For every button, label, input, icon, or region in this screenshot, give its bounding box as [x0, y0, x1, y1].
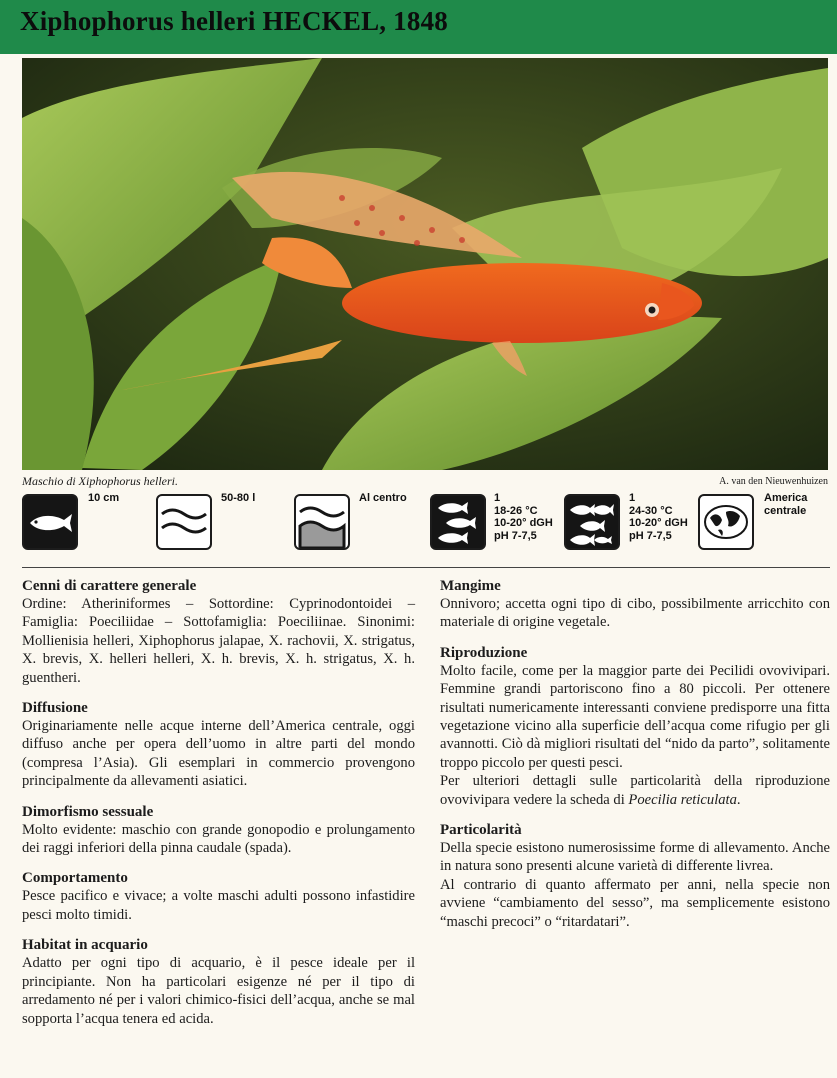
swim-zone-icon: [294, 494, 350, 550]
size-label: 10 cm: [88, 492, 120, 504]
volume-label: 50-80 l: [221, 492, 256, 504]
water-values-icon: [430, 494, 486, 550]
aquarium-volume-icon: [156, 494, 212, 550]
page-title: Xiphophorus helleri HECKEL, 1848: [20, 6, 448, 36]
section-peculiarities: [440, 821, 830, 931]
male-temp: 18-26 °C: [494, 504, 538, 517]
section-distribution: [22, 699, 415, 791]
species-reference: Poecilia reticulata: [628, 791, 737, 808]
photo-credit: A. van den Nieuwenhuizen: [719, 476, 828, 487]
text-habitat: Adatto per ogni tipo di acquario, è il pesce ideale per il principiante. Non ha particolari esigenze né per il tipo di arredamento né per i valori chimico-fisici dell’acqua, anche se mal sopporta l’acqua tenera ed acida.: [22, 955, 415, 1027]
text-behaviour: Pesce pacifico e vivace; a volte maschi adulti possono infastidire pesci molto timidi.: [22, 888, 415, 923]
breed-count: 1: [629, 492, 636, 504]
fish-size-icon: [22, 494, 78, 550]
breed-temp: 24-30 °C: [629, 504, 673, 517]
text-peculiarities-2: Al contrario di quanto affermato per anni, nella specie non avviene “cambiamento del sesso”, ma semplicemente esistono “maschi precoci” o “ritardatari”.: [440, 876, 830, 930]
male-ph: pH 7-7,5: [494, 529, 537, 542]
section-dimorphism: [22, 803, 415, 858]
text-peculiarities-1: Della specie esistono numerosissime forme di allevamento. Anche in natura sono presenti alcune varietà di differente livrea.: [440, 840, 830, 875]
title-bar: [0, 0, 837, 54]
globe-icon: [698, 494, 754, 550]
section-food: [440, 577, 830, 632]
heading-dimorphism: Dimorfismo sessuale: [22, 803, 154, 820]
breed-hardness: 10-20° dGH: [629, 517, 688, 529]
fish-photo: [22, 58, 828, 470]
origin-line2: centrale: [764, 504, 807, 517]
text-reproduction-1: Molto facile, come per la maggior parte dei Pecilidi ovovivipari. Femmine grandi partoriscono fino a 80 piccoli. Per ottenere risultati numericamente interessanti conviene predisporre una fitta vegetazione vicino alla superficie dell’acqua come rifugio per gli avannotti. Ciò dà migliori risultati del “nido da parto”, solitamente troppo piccolo per questi pesci.: [440, 662, 830, 771]
section-habitat: [22, 936, 415, 1028]
breeding-values-icon: [564, 494, 620, 550]
heading-peculiarities: Particolarità: [440, 822, 522, 839]
left-column: [22, 577, 415, 1040]
text-general: Ordine: Atheriniformes – Sottordine: Cyprinodontoidei – Famiglia: Poeciliidae – Sottofamiglia: Poeciliinae. Sinonimi: Mollienisia helleri, Xiphophorus jalapae, X. rachovii, X. strigatus, X. brevis, X. helleri helleri, X. h. brevis, X. h. strigatus, X. h. guentheri.: [22, 596, 415, 686]
male-count: 1: [494, 492, 501, 504]
heading-general: Cenni di carattere generale: [22, 578, 197, 594]
heading-reproduction: Riproduzione: [440, 644, 528, 661]
zone-label: Al centro: [359, 492, 407, 504]
info-icons: [22, 490, 828, 556]
text-food: Onnivoro; accetta ogni tipo di cibo, possibilmente arricchito con materiale di origine vegetale.: [440, 596, 830, 631]
male-hardness: 10-20° dGH: [494, 517, 553, 529]
text-reproduction-2c: .: [736, 791, 741, 808]
origin-line1: America: [764, 492, 808, 504]
photo-caption: Maschio di Xiphophorus helleri.: [22, 474, 178, 488]
section-general: [22, 577, 415, 687]
heading-habitat: Habitat in acquario: [22, 937, 148, 954]
right-column: [440, 577, 830, 943]
heading-food: Mangime: [440, 578, 501, 594]
breed-ph: pH 7-7,5: [629, 529, 672, 542]
heading-behaviour: Comportamento: [22, 870, 128, 887]
section-behaviour: [22, 869, 415, 924]
text-reproduction-2a: Per ulteriori dettagli sulle particolarità della riproduzione ovovivipara vedere la scheda di: [440, 773, 830, 808]
divider: [22, 567, 830, 568]
section-reproduction: [440, 644, 830, 809]
text-dimorphism: Molto evidente: maschio con grande gonopodio e prolungamento dei raggi inferiori della pinna caudale (spada).: [22, 821, 415, 857]
heading-distribution: Diffusione: [22, 700, 88, 717]
text-reproduction-2: [440, 772, 830, 809]
text-distribution: Originariamente nelle acque interne dell’America centrale, oggi diffuso anche per opera dell’uomo in altre parti del mondo (compresa l’Asia). Gli esemplari in commercio provengono principalmente da allevamenti asiatici.: [22, 718, 415, 790]
